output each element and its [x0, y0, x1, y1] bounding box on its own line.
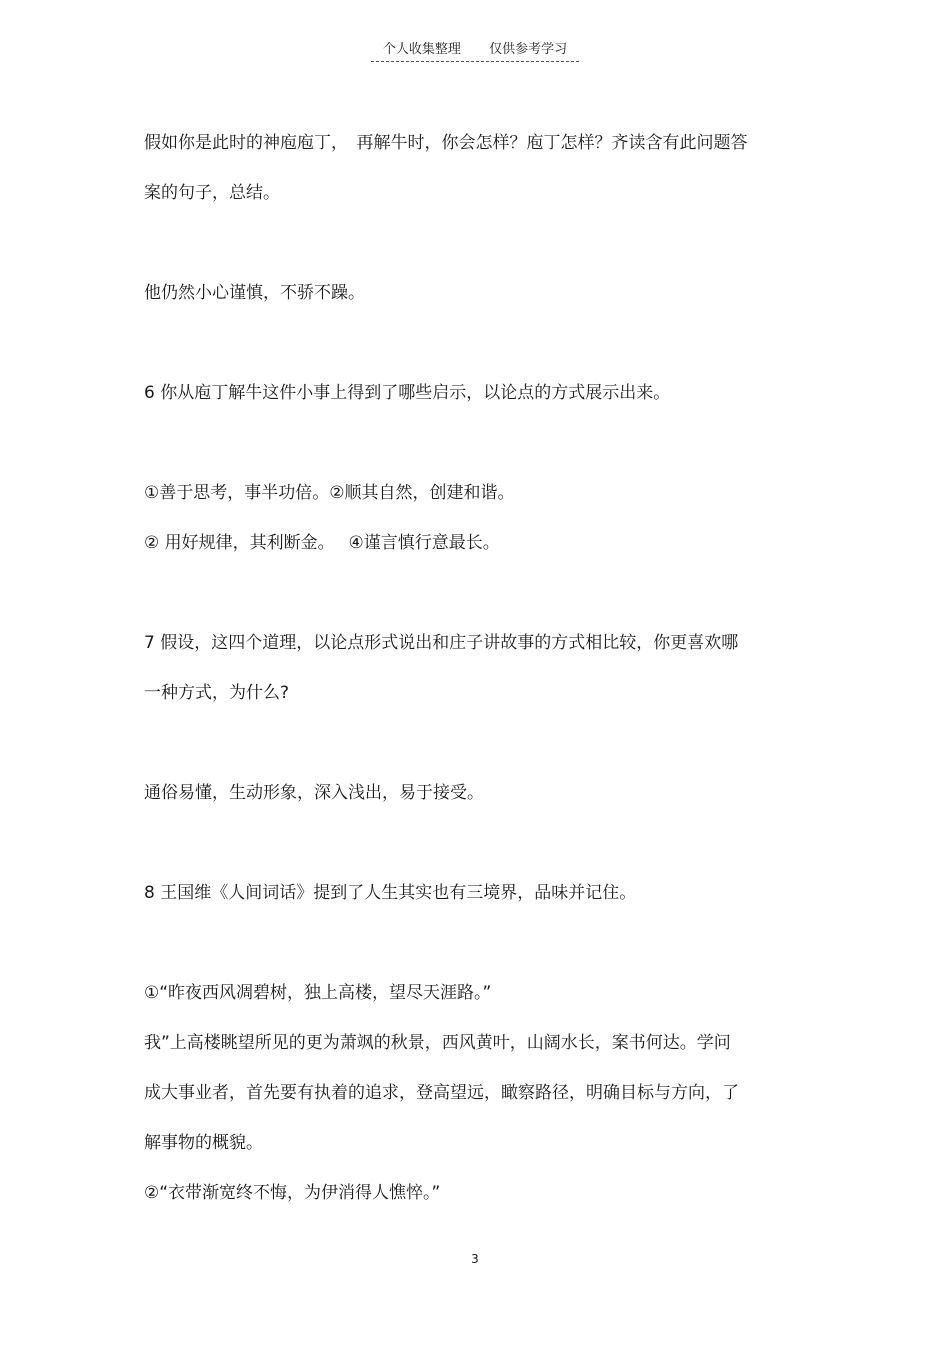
header-right: 仅供参考学习	[489, 42, 568, 57]
text-line: 8 王国维《人间词话》提到了人生其实也有三境界，品味并记住。	[144, 883, 637, 903]
text-line: 通俗易懂，生动形象，深入浅出，易于接受。	[144, 783, 484, 803]
text-line: 他仍然小心谨慎，不骄不躁。	[144, 283, 365, 303]
page-header	[0, 38, 950, 62]
text-line: 案的句子，总结。	[144, 183, 280, 203]
text-line: ② 用好规律，其利断金。 ④谨言慎行意最长。	[144, 533, 500, 553]
text-line: 7 假设，这四个道理，以论点形式说出和庄子讲故事的方式相比较，你更喜欢哪	[144, 633, 739, 653]
text-line: ①善于思考，事半功倍。②顺其自然，创建和谐。	[144, 483, 515, 503]
text-line: 假如你是此时的神庖庖丁， 再解牛时，你会怎样？庖丁怎样？齐读含有此问题答	[144, 133, 748, 153]
text-line: ②“衣带渐宽终不悔，为伊消得人憔悴。”	[144, 1183, 441, 1203]
header-left: 个人收集整理	[382, 42, 461, 57]
text-line: 成大事业者，首先要有执着的追求，登高望远，瞰察路径，明确目标与方向，了	[144, 1083, 739, 1103]
text-line: 解事物的概貌。	[144, 1133, 263, 1153]
text-line: ①“昨夜西风凋碧树，独上高楼，望尽天涯路。”	[144, 983, 492, 1003]
text-line: 我”上高楼眺望所见的更为萧飒的秋景，西风黄叶，山阔水长，案书何达。学问	[144, 1033, 731, 1053]
text-line: 6 你从庖丁解牛这件小事上得到了哪些启示，以论点的方式展示出来。	[144, 383, 671, 403]
header-text	[371, 38, 579, 62]
text-line: 一种方式，为什么?	[144, 683, 290, 703]
page-number: 3	[471, 1252, 479, 1266]
